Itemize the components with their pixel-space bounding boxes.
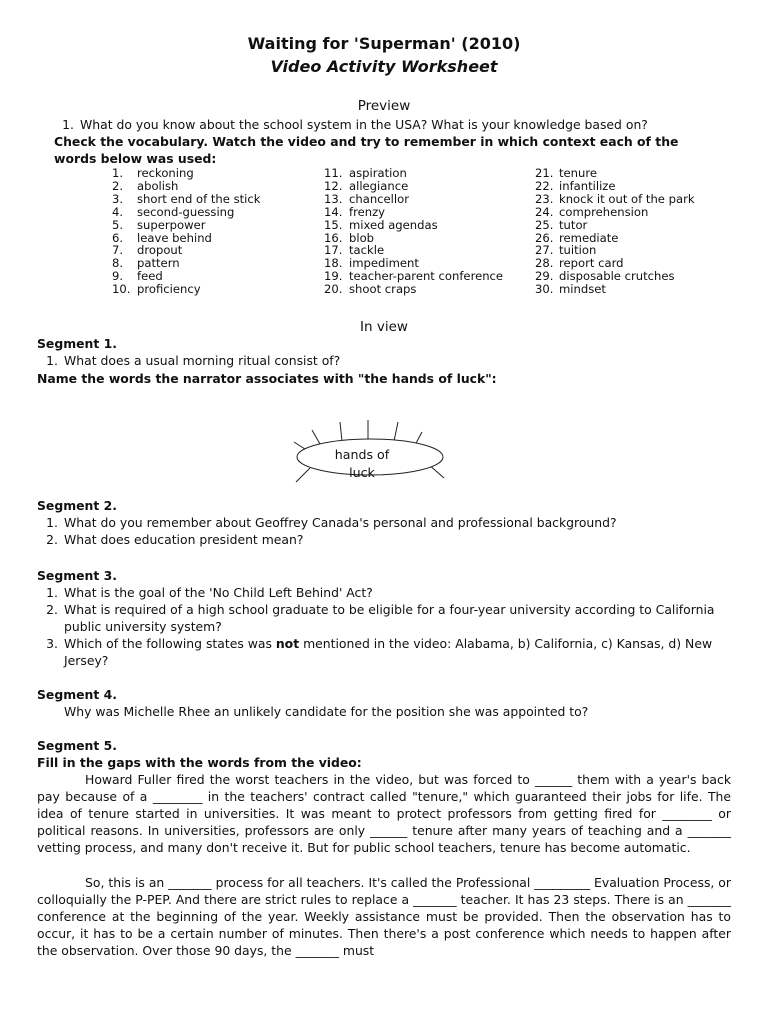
vocab-item: 2. abolish (112, 178, 179, 193)
segment-4-title: Segment 4. (37, 687, 117, 702)
vocab-item: 19. teacher-parent conference (324, 269, 504, 284)
vocab-column-1 (112, 167, 322, 296)
vocab-item: 17. tackle (324, 243, 385, 258)
vocab-item: 26. remediate (535, 230, 619, 245)
preview-question-list (54, 116, 734, 133)
segment-3-question-1: 1. What is the goal of the 'No Child Left Behind' Act? (46, 585, 373, 600)
diagram-spoke (296, 468, 310, 482)
segment-3-question-3: 3. Which of the following states was not mentioned in the video: Alabama, b) California, c) Kansas, d) New Jersey? (46, 636, 713, 668)
diagram-spoke (312, 430, 320, 444)
vocab-item: 22. infantilize (535, 178, 616, 193)
vocab-item: 24. comprehension (535, 204, 649, 219)
vocab-item: 6. leave behind (112, 230, 212, 245)
vocab-item: 13. chancellor (324, 191, 409, 206)
vocab-column-2 (324, 167, 534, 296)
segment-3-question-2: 2. What is required of a high school graduate to be eligible for a four-year university according to California public university system? (46, 602, 715, 634)
vocab-item: 3. short end of the stick (112, 191, 261, 206)
diagram-spoke (394, 422, 398, 441)
vocab-item: 10. proficiency (112, 282, 201, 297)
vocab-item: 25. tutor (535, 217, 588, 232)
vocab-item: 12. allegiance (324, 178, 409, 193)
vocab-item: 28. report card (535, 256, 624, 271)
vocab-instruction: Check the vocabulary. Watch the video and try to remember in which context each of the words below was used: (54, 134, 679, 166)
diagram-label: hands of luck (334, 447, 390, 480)
vocab-item: 11. aspiration (324, 166, 407, 180)
gap-fill-paragraph-1: Howard Fuller fired the worst teachers in the video, but was forced to ______ them with a year's back pay because of a ________ in the teachers' contract called "tenure," which guaranteed their jobs for life. The idea of tenure started in universities. It was meant to protect professors from getting fired for ________ or political reasons. In universities, professors are only ______ tenure after many years of teaching and a _______ vetting process, and many don't receive it. But for public school teachers, tenure has become automatic. (37, 772, 731, 855)
preview-heading: Preview (357, 98, 411, 114)
in-view-heading: In view (360, 319, 408, 335)
vocab-item: 9. feed (112, 269, 163, 284)
segment-1-question-1: 1. What does a usual morning ritual consist of? (46, 353, 341, 368)
segment-1-questions (38, 352, 738, 369)
gap-fill-paragraph-2: So, this is an _______ process for all teachers. It's called the Professional _________ Evaluation Process, or colloquially the P-PEP. And there are strict rules to replace a _______ teacher. It has 23 steps. There is an _______ conference at the beginning of the year. Weekly assistance must be provided. Then the observation has to occur, it has to be a certain number of minutes. Then there's a post conference which needs to happen after the observation. Over those 90 days, the _______ must (37, 875, 731, 958)
segment-3-questions (38, 584, 728, 669)
segment-2-question-2: 2. What does education president mean? (46, 532, 304, 547)
segment-2-questions (38, 514, 738, 548)
vocab-column-3 (535, 167, 745, 296)
segment-2-question-1: 1. What do you remember about Geoffrey Canada's personal and professional background? (46, 515, 617, 530)
vocab-item: 14. frenzy (324, 204, 386, 219)
vocab-item: 30. mindset (535, 282, 606, 297)
worksheet-title: Waiting for 'Superman' (2010) (247, 34, 521, 53)
vocab-item: 20. shoot craps (324, 282, 417, 297)
vocab-item: 16. blob (324, 230, 375, 245)
segment-1-instruction: Name the words the narrator associates with "the hands of luck": (37, 371, 497, 386)
worksheet-subtitle: Video Activity Worksheet (270, 57, 498, 76)
segment-5-instruction: Fill in the gaps with the words from the video: (37, 755, 362, 770)
vocab-item: 23. knock it out of the park (535, 191, 695, 206)
segment-5-title: Segment 5. (37, 738, 117, 753)
segment-4-question: Why was Michelle Rhee an unlikely candidate for the position she was appointed to? (64, 704, 589, 719)
segment-1-title: Segment 1. (37, 336, 117, 351)
vocab-item: 18. impediment (324, 256, 419, 271)
segment-2-title: Segment 2. (37, 498, 117, 513)
vocab-item: 27. tuition (535, 243, 597, 258)
preview-question-1: 1. What do you know about the school system in the USA? What is your knowledge based on? (62, 117, 648, 132)
segment-3-title: Segment 3. (37, 568, 117, 583)
vocab-item: 4. second-guessing (112, 204, 235, 219)
vocab-item: 29. disposable crutches (535, 269, 675, 284)
vocab-item: 21. tenure (535, 166, 598, 180)
vocab-item: 7. dropout (112, 243, 183, 258)
vocab-item: 5. superpower (112, 217, 206, 232)
diagram-spoke (340, 422, 342, 441)
vocab-item: 15. mixed agendas (324, 217, 438, 232)
vocab-item: 1. reckoning (112, 166, 194, 180)
vocab-item: 8. pattern (112, 256, 180, 271)
